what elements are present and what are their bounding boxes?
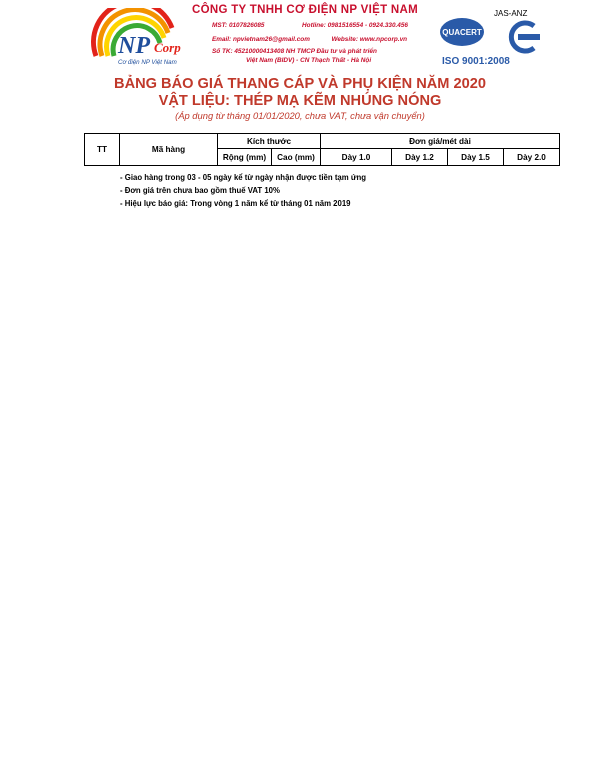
header-don-gia: Đơn giá/mét dài — [321, 134, 560, 149]
header-rong: Rộng (mm) — [218, 149, 272, 166]
iso-certification-logo — [438, 6, 546, 70]
header-ma-hang: Mã hàng — [120, 134, 218, 166]
header-day-1-2: Dày 1.2 — [392, 149, 448, 166]
logo-text: NP — [118, 33, 150, 59]
header-kich-thuoc: Kích thước — [218, 134, 321, 149]
cert-iso: ISO 9001:2008 — [442, 56, 510, 67]
email-value: npvietnam26@gmail.com — [232, 36, 310, 43]
header-cao: Cao (mm) — [272, 149, 321, 166]
company-logo — [88, 8, 208, 70]
website-label: Website: — [331, 36, 358, 43]
website-value: www.npcorp.vn — [359, 36, 408, 43]
title-line-2: VẬT LIỆU: THÉP MẠ KẼM NHÚNG NÓNG — [158, 93, 442, 109]
title-line-1: BẢNG BÁO GIÁ THANG CÁP VÀ PHỤ KIỆN NĂM 2020 — [114, 76, 486, 92]
header-day-2-0: Dày 2.0 — [504, 149, 560, 166]
note-vat: - Đơn giá trên chưa bao gồm thuế VAT 10% — [120, 186, 280, 195]
account-label: Số TK: — [212, 48, 233, 55]
mst-label: MST: — [212, 22, 228, 29]
email-label: Email: — [212, 36, 232, 43]
mst-value: 0107826085 — [228, 22, 265, 29]
company-name: CÔNG TY TNHH CƠ ĐIỆN NP VIỆT NAM — [192, 4, 418, 16]
title-line-3: (Áp dụng từ tháng 01/01/2020, chưa VAT, chưa vận chuyển) — [175, 110, 425, 121]
logo-text-corp: Corp — [154, 40, 181, 55]
account-value-2: Việt Nam (BIDV) - CN Thạch Thất - Hà Nội — [246, 57, 372, 64]
header-day-1-0: Dày 1.0 — [321, 149, 392, 166]
price-table — [84, 133, 560, 166]
notes — [120, 171, 366, 210]
hotline-value: 0981516554 - 0924.330.456 — [327, 22, 408, 29]
logo-slogan: Cơ điện NP Việt Nam — [118, 59, 177, 66]
account-value: 45210000413408 NH TMCP Đầu tư và phát triển — [234, 48, 377, 55]
note-validity: - Hiệu lực báo giá: Trong vòng 1 năm kể từ tháng 01 năm 2019 — [120, 199, 351, 208]
company-info — [192, 4, 447, 68]
hotline-label: Hotline: — [302, 22, 326, 29]
cert-brand: QUACERT — [442, 28, 482, 37]
note-delivery: - Giao hàng trong 03 - 05 ngày kể từ ngày nhận được tiền tạm ứng — [120, 173, 367, 182]
header-tt: TT — [85, 134, 120, 166]
header-day-1-5: Dày 1.5 — [448, 149, 504, 166]
cert-jas: JAS-ANZ — [494, 9, 528, 18]
